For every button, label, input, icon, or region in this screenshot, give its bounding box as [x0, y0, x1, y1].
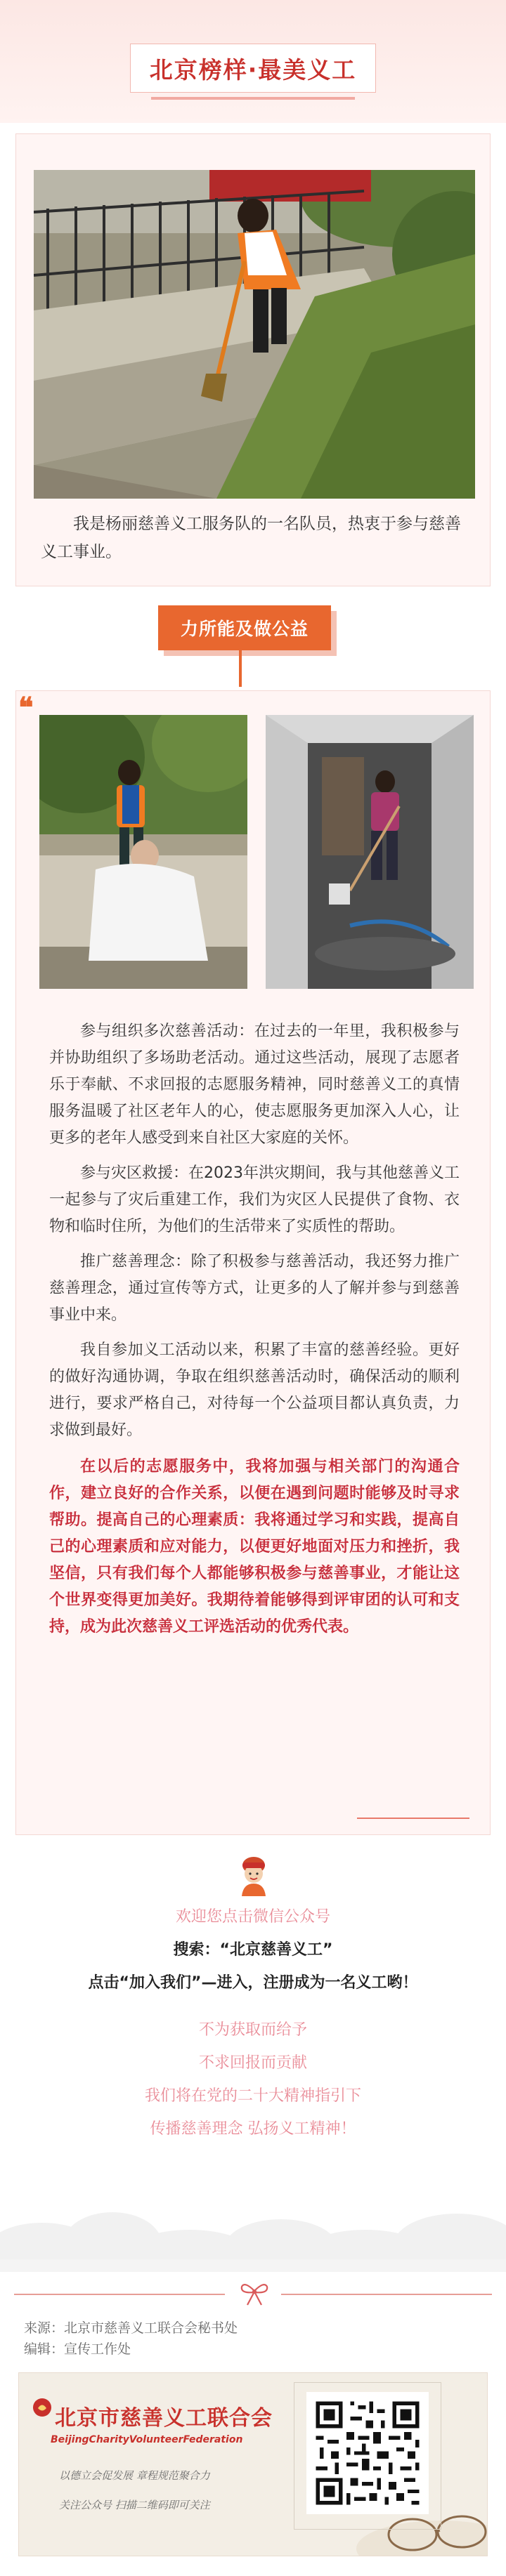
- source-line: 来源：北京市慈善义工联合会秘书处: [24, 2320, 238, 2336]
- cta-welcome: 欢迎您点击微信公众号: [175, 1908, 330, 1926]
- federation-name-en: BeijingCharityVolunteerFederation: [51, 2434, 243, 2445]
- story-paragraph-experience: 我自参加义工活动以来，积累了丰富的慈善经验。更好的做好沟通协调，争取在组织慈善活动时，确保活动的顺利进行，要求严格自己，对待每一个公益项目都认真负责，力求做到最好。: [49, 1341, 460, 1439]
- cta-motto-4: 传播慈善理念 弘扬义工精神！: [150, 2120, 356, 2138]
- story-paragraph-disaster-relief: 参与灾区救援：在2023年洪灾期间，我与其他慈善义工一起参与了灾后重建工作，我们为灾区人民提供了食物、衣物和临时住所，为他们的生活带来了实质性的帮助。: [49, 1164, 460, 1235]
- divider-right: [281, 2294, 492, 2295]
- federation-name-cn: 北京市慈善义工联合会: [55, 2406, 273, 2431]
- story-highlight: 在以后的志愿服务中，我将加强与相关部门的沟通合作，建立良好的合作关系，以便在遇到问题时能够及时寻求帮助。提高自己的心理素质：我将通过学习和实践，提高自己的心理素质和应对能力，以便更好地面对压力和挫折，我坚信，只有我们每个人都能够积极参与慈善事业，才能让这个世界变得更加美好。我期待着能够得到评审团的认可和支持，成为此次慈善义工评选活动的优秀代表。: [49, 1458, 460, 1636]
- quote-icon: ❝: [18, 691, 34, 724]
- cta-motto-2: 不求回报而贡献: [198, 2054, 307, 2072]
- federation-slogan-1: 以德立会促发展 章程规范聚合力: [59, 2469, 210, 2482]
- page-title: 北京榜样·最美义工: [130, 44, 376, 93]
- story-end-rule: [357, 1818, 469, 1819]
- story-paragraph-promotion: 推广慈善理念：除了积极参与慈善活动，我还努力推广慈善理念，通过宣传等方式，让更多的人了解并参与到慈善事业中来。: [49, 1253, 460, 1324]
- bow-icon: [239, 2280, 270, 2308]
- section-label: 力所能及做公益: [158, 605, 331, 650]
- federation-logo-icon: [32, 2398, 52, 2417]
- federation-slogan-2: 关注公众号 扫描二维码即可关注: [59, 2499, 210, 2511]
- divider-left: [14, 2294, 225, 2295]
- haircut-photo: [39, 715, 247, 989]
- intro-text: 我是杨丽慈善义工服务队的一名队员，热衷于参与慈善义工事业。: [41, 515, 461, 561]
- title-underline: [151, 97, 355, 100]
- cta-motto-1: 不为获取而给予: [198, 2021, 307, 2039]
- cloud-decoration: [0, 2195, 506, 2272]
- cta-join: 点击“加入我们”—进入，注册成为一名义工哟！: [88, 1974, 418, 1992]
- editor-line: 编辑：宣传工作处: [24, 2341, 131, 2357]
- wechat-qr-code[interactable]: [306, 2392, 429, 2514]
- volunteer-avatar-icon: [236, 1855, 271, 1896]
- story-paragraph-activities: 参与组织多次慈善活动：在过去的一年里，我积极参与并协助组织了多场助老活动。通过这些活动，展现了志愿者乐于奉献、不求回报的志愿服务精神，同时慈善义工的真情服务温暖了社区老年人的心，使志愿服务更加深入人心，让更多的老年人感受到来自社区大家庭的关怀。: [49, 1023, 460, 1147]
- story-paragraphs: [49, 1018, 460, 1649]
- cta-motto-3: 我们将在党的二十大精神指引下: [144, 2087, 361, 2105]
- cleaning-photo: [266, 715, 474, 989]
- cta-search: 搜索：“北京慈善义工”: [173, 1941, 333, 1959]
- street-volunteer-photo: [34, 170, 475, 499]
- section-connector: [239, 650, 242, 687]
